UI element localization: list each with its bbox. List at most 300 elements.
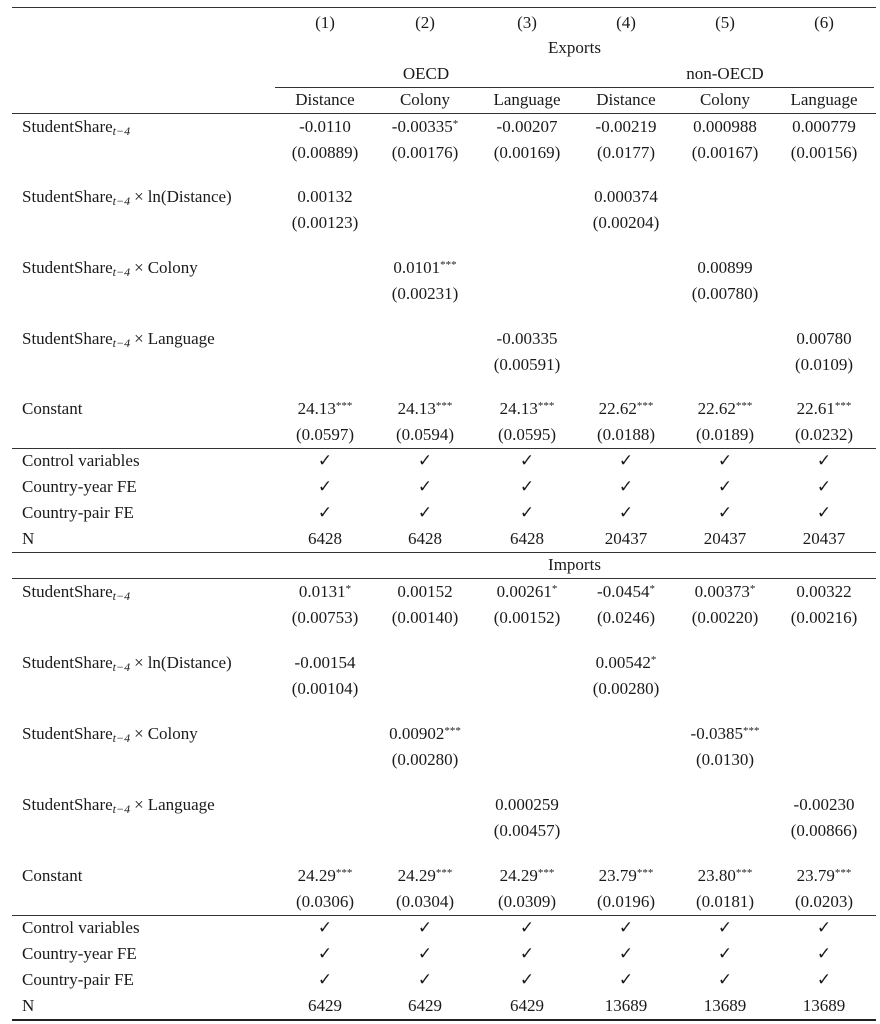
standard-error-cell: (0.00780) (691, 284, 759, 303)
time-subscript: t−4 (112, 265, 131, 279)
colony-label: Colony (147, 258, 198, 277)
exports-constant-label: Constant (22, 399, 83, 418)
coefficient-cell (675, 651, 775, 675)
column-number: (6) (814, 13, 834, 32)
standard-error-cell: (0.0189) (695, 425, 755, 444)
coefficient-cell (375, 185, 475, 209)
subcolumn-header: Distance (295, 90, 355, 109)
standard-error-cell: (0.00167) (691, 143, 759, 162)
standard-error-cell (375, 677, 475, 701)
country-year-fe-label: Country-year FE (22, 477, 137, 496)
checkmark-icon: ✓ (317, 970, 333, 989)
coefficient-cell (675, 115, 775, 139)
coefficient-cell (275, 256, 375, 280)
ln-distance-label: ln(Distance) (147, 187, 232, 206)
standard-error-cell: (0.0232) (794, 425, 854, 444)
imports-language-label (22, 793, 215, 817)
coefficient-cell (675, 185, 775, 209)
n-cell: 13689 (703, 996, 747, 1015)
imports-student-share-label (22, 580, 130, 604)
checkmark-icon: ✓ (717, 477, 733, 496)
checkmark-icon: ✓ (317, 451, 333, 470)
column-number: (2) (415, 13, 435, 32)
time-subscript: t−4 (112, 124, 131, 138)
standard-error-cell (275, 353, 375, 377)
coefficient-cell (675, 327, 775, 351)
n-cell: 13689 (604, 996, 648, 1015)
checkmark-icon: ✓ (816, 503, 832, 522)
coefficient-value: -0.00154 (294, 653, 356, 672)
times-symbol: × (134, 187, 144, 206)
imports-ln-distance-label (22, 651, 232, 675)
coefficient-cell (477, 864, 577, 888)
standard-error-cell: (0.00156) (790, 143, 858, 162)
coefficient-value: 24.29 (397, 866, 436, 885)
coefficient-cell (675, 722, 775, 746)
coefficient-cell (477, 722, 577, 746)
coefficient-value: -0.00230 (793, 795, 855, 814)
language-label: Language (147, 329, 215, 348)
group-non-oecd: non-OECD (686, 64, 764, 83)
column-number: (4) (616, 13, 636, 32)
student-share-label: StudentShare (22, 187, 113, 206)
student-share-label: StudentShare (22, 724, 113, 743)
coefficient-value: -0.00335 (496, 329, 558, 348)
n-cell: 6429 (510, 996, 544, 1015)
significance-stars: *** (735, 867, 753, 879)
significance-stars: *** (335, 867, 353, 879)
checkmark-icon: ✓ (618, 918, 634, 937)
language-label: Language (147, 795, 215, 814)
checkmark-icon: ✓ (317, 944, 333, 963)
checkmark-icon: ✓ (519, 451, 535, 470)
group-oecd: OECD (402, 64, 450, 83)
coefficient-cell (477, 185, 577, 209)
coefficient-cell (375, 327, 475, 351)
coefficient-cell (576, 185, 676, 209)
imports-constant-label: Constant (22, 866, 83, 885)
imports-student-share-se-row (12, 606, 876, 630)
n-cell: 20437 (703, 529, 747, 548)
checkmark-icon: ✓ (618, 477, 634, 496)
standard-error-cell: (0.0177) (596, 143, 656, 162)
coefficient-value: 0.00373 (694, 582, 750, 601)
significance-stars: *** (636, 867, 654, 879)
standard-error-cell: (0.00280) (391, 750, 459, 769)
coefficient-value: -0.00207 (496, 117, 558, 136)
student-share-label: StudentShare (22, 653, 113, 672)
time-subscript: t−4 (112, 802, 131, 816)
country-year-fe-row (12, 942, 876, 966)
country-year-fe-row (12, 475, 876, 499)
imports-title-row (12, 553, 876, 577)
coefficient-value: 0.000988 (693, 117, 757, 136)
coefficient-value: 22.61 (796, 399, 835, 418)
coefficient-cell (774, 115, 874, 139)
checkmark-icon: ✓ (717, 944, 733, 963)
standard-error-cell (375, 353, 475, 377)
coefficient-cell (774, 397, 874, 421)
checkmark-icon: ✓ (717, 451, 733, 470)
standard-error-cell: (0.00231) (391, 284, 459, 303)
exports-constant-se-row (12, 423, 876, 447)
coefficient-cell (675, 397, 775, 421)
coefficient-value: -0.0454 (597, 582, 650, 601)
n-cell: 6429 (408, 996, 442, 1015)
bottom-rule (12, 1019, 876, 1021)
significance-stars: *** (636, 400, 654, 412)
coefficient-cell (576, 256, 676, 280)
exports-student-share-label (22, 115, 130, 139)
exports-colony-label (22, 256, 198, 280)
coefficient-cell (375, 864, 475, 888)
standard-error-cell: (0.0306) (295, 892, 355, 911)
exports-title: Exports (548, 38, 601, 57)
coefficient-cell (375, 580, 475, 604)
coefficient-cell (375, 397, 475, 421)
coefficient-value: 24.29 (499, 866, 538, 885)
coefficient-cell (477, 256, 577, 280)
coefficient-cell (275, 864, 375, 888)
exports-language-label (22, 327, 215, 351)
time-subscript: t−4 (112, 660, 131, 674)
coefficient-value: 0.00132 (297, 187, 353, 206)
imports-title-rule (12, 578, 876, 579)
standard-error-cell: (0.0188) (596, 425, 656, 444)
group-row (12, 62, 876, 86)
coefficient-value: 0.000374 (594, 187, 658, 206)
coefficient-value: -0.00219 (595, 117, 657, 136)
ln-distance-label: ln(Distance) (147, 653, 232, 672)
time-subscript: t−4 (112, 731, 131, 745)
significance-stars: * (649, 583, 655, 595)
checkmark-icon: ✓ (519, 970, 535, 989)
standard-error-cell: (0.00140) (391, 608, 459, 627)
standard-error-cell: (0.00176) (391, 143, 459, 162)
student-share-label: StudentShare (22, 582, 113, 601)
coefficient-cell (576, 397, 676, 421)
coefficient-cell (477, 115, 577, 139)
standard-error-cell (477, 282, 577, 306)
coefficient-value: 0.00902 (389, 724, 445, 743)
checkmark-icon: ✓ (417, 918, 433, 937)
standard-error-cell (375, 819, 475, 843)
coefficient-cell (576, 722, 676, 746)
coefficient-cell (774, 580, 874, 604)
coefficient-value: 0.00152 (397, 582, 453, 601)
coefficient-cell (275, 722, 375, 746)
standard-error-cell: (0.00152) (493, 608, 561, 627)
standard-error-cell: (0.0246) (596, 608, 656, 627)
standard-error-cell: (0.0181) (695, 892, 755, 911)
standard-error-cell (675, 677, 775, 701)
country-year-fe-label: Country-year FE (22, 944, 137, 963)
checkmark-icon: ✓ (816, 944, 832, 963)
significance-stars: *** (444, 725, 461, 737)
country-pair-fe-row (12, 501, 876, 525)
standard-error-cell (477, 211, 577, 235)
subcolumn-header: Language (790, 90, 858, 109)
country-pair-fe-row (12, 968, 876, 992)
exports-title-row (12, 36, 876, 60)
imports-ln-distance-se-row (12, 677, 876, 701)
exports-language-se-row (12, 353, 876, 377)
country-pair-fe-label: Country-pair FE (22, 503, 134, 522)
standard-error-cell (275, 748, 375, 772)
exports-ln-distance-label (22, 185, 232, 209)
standard-error-cell: (0.0203) (794, 892, 854, 911)
subcolumn-header: Colony (699, 90, 751, 109)
standard-error-cell: (0.0597) (295, 425, 355, 444)
significance-stars: *** (335, 400, 353, 412)
coefficient-value: 0.0131 (298, 582, 346, 601)
imports-colony-se-row (12, 748, 876, 772)
coefficient-cell (375, 793, 475, 817)
imports-student-share-coef-row (12, 580, 876, 604)
significance-stars: * (749, 583, 756, 595)
checkmark-icon: ✓ (519, 918, 535, 937)
n-row (12, 994, 876, 1018)
coefficient-value: 0.000779 (792, 117, 856, 136)
significance-stars: *** (834, 867, 852, 879)
checkmark-icon: ✓ (717, 970, 733, 989)
coefficient-cell (774, 256, 874, 280)
student-share-label: StudentShare (22, 795, 113, 814)
significance-stars: * (452, 118, 459, 130)
significance-stars: *** (834, 400, 852, 412)
standard-error-cell (275, 819, 375, 843)
subcolumn-header: Language (493, 90, 561, 109)
control-variables-label: Control variables (22, 451, 140, 470)
coefficient-cell (477, 651, 577, 675)
n-cell: 6428 (510, 529, 544, 548)
student-share-label: StudentShare (22, 258, 113, 277)
coefficient-cell (275, 793, 375, 817)
standard-error-cell (576, 748, 676, 772)
coefficient-cell (375, 651, 475, 675)
coefficient-cell (774, 793, 874, 817)
imports-constant-se-row (12, 890, 876, 914)
n-label: N (22, 996, 35, 1015)
coefficient-value: 23.79 (796, 866, 835, 885)
coefficient-cell (774, 864, 874, 888)
times-symbol: × (134, 795, 144, 814)
standard-error-cell (774, 677, 874, 701)
standard-error-cell: (0.00169) (493, 143, 561, 162)
standard-error-cell (774, 282, 874, 306)
standard-error-cell: (0.00889) (291, 143, 359, 162)
checkmark-icon: ✓ (816, 477, 832, 496)
significance-stars: * (650, 654, 657, 666)
coefficient-cell (675, 256, 775, 280)
imports-language-coef-row (12, 793, 876, 817)
column-number: (1) (315, 13, 335, 32)
checkmark-icon: ✓ (417, 944, 433, 963)
checkmark-icon: ✓ (317, 918, 333, 937)
checkmark-icon: ✓ (618, 970, 634, 989)
country-pair-fe-label: Country-pair FE (22, 970, 134, 989)
coefficient-cell (375, 256, 475, 280)
n-cell: 13689 (802, 996, 846, 1015)
colony-label: Colony (147, 724, 198, 743)
exports-colony-coef-row (12, 256, 876, 280)
significance-stars: * (345, 583, 352, 595)
standard-error-cell: (0.00220) (691, 608, 759, 627)
time-subscript: t−4 (112, 194, 131, 208)
column-number: (5) (715, 13, 735, 32)
significance-stars: * (551, 583, 558, 595)
coefficient-cell (675, 864, 775, 888)
standard-error-cell (576, 819, 676, 843)
exports-language-coef-row (12, 327, 876, 351)
checkmark-icon: ✓ (417, 477, 433, 496)
standard-error-cell (576, 353, 676, 377)
checkmark-icon: ✓ (816, 918, 832, 937)
checkmark-icon: ✓ (519, 477, 535, 496)
standard-error-cell: (0.00753) (291, 608, 359, 627)
coefficient-value: -0.00335 (391, 117, 453, 136)
control-variables-label: Control variables (22, 918, 140, 937)
significance-stars: *** (742, 725, 760, 737)
coefficient-value: 0.00899 (697, 258, 753, 277)
coefficient-value: 24.13 (499, 399, 538, 418)
coefficient-cell (774, 185, 874, 209)
coefficient-cell (275, 115, 375, 139)
standard-error-cell: (0.00123) (291, 213, 359, 232)
column-number-row (12, 11, 876, 35)
subcolumn-header: Distance (596, 90, 656, 109)
coefficient-cell (375, 722, 475, 746)
n-cell: 6428 (308, 529, 342, 548)
coefficient-value: 24.29 (297, 866, 336, 885)
standard-error-cell (576, 282, 676, 306)
coefficient-cell (477, 397, 577, 421)
standard-error-cell (774, 211, 874, 235)
n-cell: 6429 (308, 996, 342, 1015)
standard-error-cell: (0.0595) (497, 425, 557, 444)
standard-error-cell (375, 211, 475, 235)
checkmark-icon: ✓ (717, 503, 733, 522)
coefficient-value: 23.79 (598, 866, 637, 885)
coefficient-cell (774, 722, 874, 746)
coefficient-cell (477, 793, 577, 817)
n-cell: 20437 (802, 529, 846, 548)
standard-error-cell: (0.0304) (395, 892, 455, 911)
coefficient-value: 0.00322 (796, 582, 852, 601)
standard-error-cell: (0.0196) (596, 892, 656, 911)
coefficient-cell (275, 397, 375, 421)
standard-error-cell: (0.00280) (592, 679, 660, 698)
coefficient-value: 22.62 (598, 399, 637, 418)
coefficient-value: 0.00542 (595, 653, 651, 672)
coefficient-cell (576, 864, 676, 888)
exports-student-share-coef-row (12, 115, 876, 139)
checkmark-icon: ✓ (317, 503, 333, 522)
n-cell: 20437 (604, 529, 648, 548)
coefficient-cell (275, 185, 375, 209)
significance-stars: *** (440, 259, 457, 271)
checkmark-icon: ✓ (519, 944, 535, 963)
standard-error-cell: (0.00104) (291, 679, 359, 698)
coefficient-value: -0.0385 (690, 724, 743, 743)
standard-error-cell (477, 748, 577, 772)
standard-error-cell: (0.00216) (790, 608, 858, 627)
coefficient-cell (576, 651, 676, 675)
header-bottom-rule (12, 113, 876, 114)
coefficient-cell (576, 580, 676, 604)
standard-error-cell (675, 211, 775, 235)
coefficient-value: 23.80 (697, 866, 736, 885)
checkmark-icon: ✓ (417, 451, 433, 470)
coefficient-value: 0.0101 (393, 258, 441, 277)
standard-error-cell (774, 748, 874, 772)
standard-error-cell: (0.0109) (794, 355, 854, 374)
exports-constant-coef-row (12, 397, 876, 421)
times-symbol: × (134, 258, 144, 277)
standard-error-cell: (0.0309) (497, 892, 557, 911)
checkmark-icon: ✓ (317, 477, 333, 496)
coefficient-cell (675, 580, 775, 604)
coefficient-cell (774, 327, 874, 351)
time-subscript: t−4 (112, 589, 131, 603)
standard-error-cell (675, 353, 775, 377)
coefficient-cell (375, 115, 475, 139)
exports-student-share-se-row (12, 141, 876, 165)
exports-colony-se-row (12, 282, 876, 306)
standard-error-cell: (0.00866) (790, 821, 858, 840)
checkmark-icon: ✓ (417, 970, 433, 989)
coefficient-value: -0.0110 (299, 117, 351, 136)
coefficient-value: 24.13 (297, 399, 336, 418)
student-share-label: StudentShare (22, 117, 113, 136)
subcolumn-row (12, 88, 876, 112)
times-symbol: × (134, 329, 144, 348)
coefficient-value: 0.00780 (796, 329, 852, 348)
standard-error-cell: (0.00591) (493, 355, 561, 374)
standard-error-cell: (0.00204) (592, 213, 660, 232)
checkmark-icon: ✓ (618, 451, 634, 470)
coefficient-cell (275, 651, 375, 675)
significance-stars: *** (735, 400, 753, 412)
standard-error-cell (675, 819, 775, 843)
coefficient-cell (477, 327, 577, 351)
checkmark-icon: ✓ (717, 918, 733, 937)
n-row (12, 527, 876, 551)
coefficient-cell (774, 651, 874, 675)
control-variables-row (12, 449, 876, 473)
significance-stars: *** (435, 867, 453, 879)
significance-stars: *** (537, 400, 555, 412)
checkmark-icon: ✓ (816, 451, 832, 470)
top-rule (12, 7, 876, 8)
n-cell: 6428 (408, 529, 442, 548)
times-symbol: × (134, 653, 144, 672)
times-symbol: × (134, 724, 144, 743)
coefficient-value: 22.62 (697, 399, 736, 418)
standard-error-cell: (0.0594) (395, 425, 455, 444)
coefficient-cell (675, 793, 775, 817)
coefficient-cell (275, 580, 375, 604)
imports-colony-label (22, 722, 198, 746)
column-number: (3) (517, 13, 537, 32)
checkmark-icon: ✓ (417, 503, 433, 522)
coefficient-value: 0.000259 (495, 795, 559, 814)
imports-constant-coef-row (12, 864, 876, 888)
standard-error-cell (275, 282, 375, 306)
coefficient-cell (576, 115, 676, 139)
checkmark-icon: ✓ (618, 944, 634, 963)
coefficient-cell (576, 793, 676, 817)
